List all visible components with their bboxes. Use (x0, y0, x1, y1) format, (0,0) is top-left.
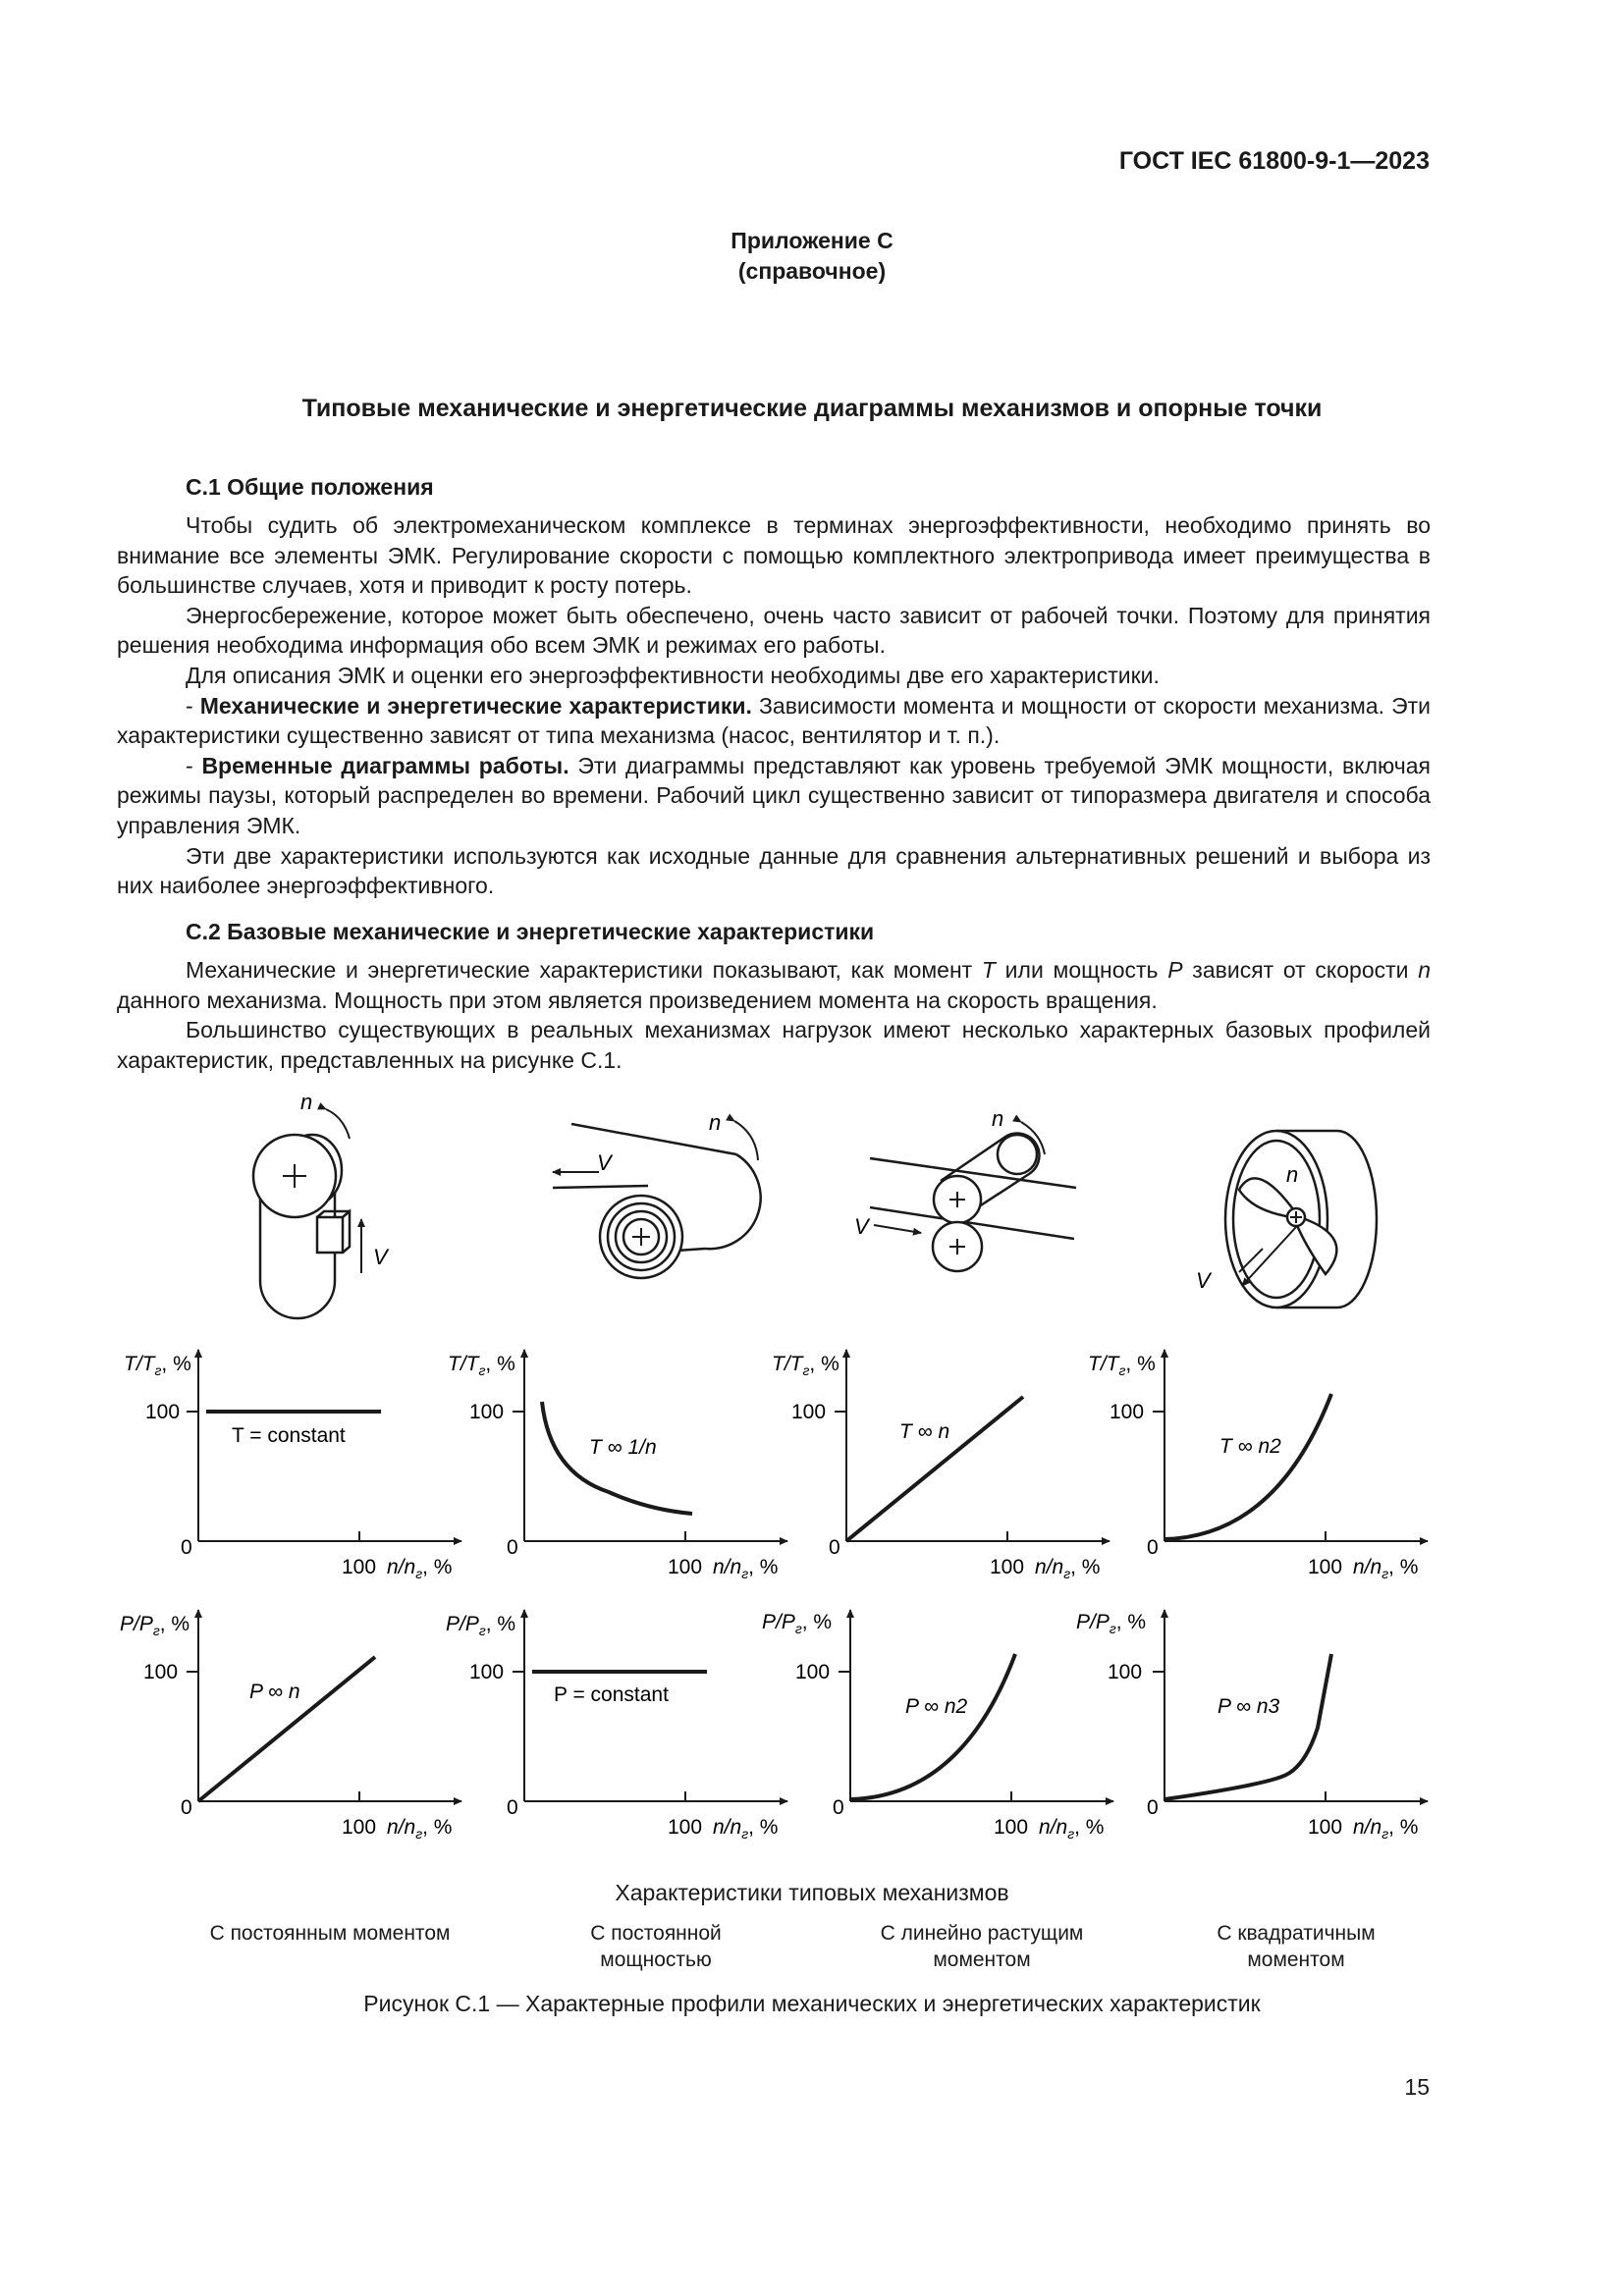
tick-100: 100 (342, 1556, 377, 1578)
curve-label: T ∞ n2 (1219, 1435, 1281, 1458)
appendix-heading (0, 226, 1624, 287)
curve-label: P = constant (554, 1683, 669, 1706)
tick-100: 100 (668, 1556, 703, 1578)
term-text: Эти диаграммы представляют как уровень требуемой ЭМК мощности, включая режимы паузы, который распределен во времени. Рабочий цикл существенно зависит от типоразмера двигателя и способа управления ЭМК. (117, 752, 1431, 838)
curve-label: P ∞ n (249, 1681, 300, 1703)
text-run: зависят от скорости (1182, 957, 1419, 983)
curve-quadratic (1164, 1394, 1331, 1539)
curve-linear (198, 1657, 375, 1801)
tick-0: 0 (507, 1536, 518, 1559)
dash: - (186, 692, 200, 719)
power-graph-1 (120, 1610, 461, 1842)
axis-x-label: $n/n_г$, % (387, 1816, 453, 1842)
group-quadratic-torque: С квадратичным моментом (1217, 1922, 1376, 1971)
velocity-label: V (854, 1214, 869, 1239)
curve-quadratic (850, 1654, 1015, 1799)
velocity-label: V (373, 1245, 388, 1269)
section-2-body (117, 955, 1431, 1075)
axis-x-label: $n/n_г$, % (1353, 1556, 1419, 1581)
tick-100: 100 (145, 1401, 181, 1423)
mechanism-hoist-icon (253, 1109, 361, 1318)
curve-label: T ∞ 1/n (589, 1436, 657, 1459)
axis-x-label: $n/n_г$, % (387, 1556, 453, 1581)
tick-100: 100 (668, 1816, 703, 1839)
doc-code: ГОСТ IEC 61800-9-1—2023 (1118, 147, 1430, 175)
paragraph: Большинство существующих в реальных механизмах нагрузок имеют несколько характерных базовых профилей характеристик, представленных на рисунке С.1. (117, 1017, 1431, 1073)
speed-label: n (992, 1106, 1004, 1131)
curve-cubic (1164, 1654, 1331, 1799)
curve-label: P ∞ n2 (905, 1695, 968, 1718)
axis-y-label: $T/T_г$, % (448, 1353, 515, 1378)
power-graph-3 (762, 1610, 1113, 1842)
tick-0: 0 (1147, 1536, 1159, 1559)
speed-label: n (300, 1090, 313, 1114)
axis-x-label: $n/n_г$, % (1039, 1816, 1105, 1842)
tick-0: 0 (833, 1796, 844, 1819)
tick-100: 100 (469, 1401, 505, 1423)
tick-100: 100 (1308, 1556, 1343, 1578)
term-text: Зависимости момента и мощности от скорости механизма. Эти характеристики существенно зависят от типа механизма (насос, вентилятор и т. п.). (117, 692, 1431, 749)
section-2-heading: С.2 Базовые механические и энергетические характеристики (186, 919, 875, 944)
figure-group-title: Характеристики типовых механизмов (615, 1880, 1009, 1905)
tick-100: 100 (1308, 1816, 1343, 1839)
paragraph: Чтобы судить об электромеханическом комплексе в терминах энергоэффективности, необходимо принять во внимание все элементы ЭМК. Регулирование скорости с помощью комплектного электропривода имеет преимущества в большинстве случаев, хотя и приводит к росту потерь. (117, 512, 1431, 599)
group-constant-power: С постоянной мощностью (590, 1922, 722, 1971)
mechanism-fan-icon (1225, 1131, 1377, 1308)
axis-x-label: $n/n_г$, % (713, 1816, 779, 1842)
appendix-title: Приложение С (731, 228, 893, 253)
symbol-n: n (1418, 957, 1431, 983)
symbol-T: T (981, 957, 996, 983)
tick-0: 0 (507, 1796, 518, 1819)
paragraph (117, 955, 1431, 1015)
curve-label: P ∞ n3 (1218, 1695, 1280, 1718)
paragraph: Энергосбережение, которое может быть обеспечено, очень часто зависит от рабочей точки. Поэтому для принятия решения необходима информация обо всем ЭМК и режимах его работы. (117, 602, 1431, 659)
tick-0: 0 (181, 1796, 192, 1819)
paragraph (117, 751, 1431, 841)
tick-0: 0 (181, 1536, 192, 1559)
text-run: данного механизма. Мощность при этом является произведением момента на скорость вращения. (117, 987, 1158, 1013)
group-constant-torque: С постоянным моментом (209, 1922, 451, 1945)
tick-100: 100 (990, 1556, 1025, 1578)
bold-term: Временные диаграммы работы. (201, 752, 569, 778)
torque-graph-2 (448, 1350, 787, 1581)
figure-svg (0, 1080, 1624, 1865)
main-title: Типовые механические и энергетические диаграммы механизмов и опорные точки (301, 395, 1323, 422)
paragraph: Для описания ЭМК и оценки его энергоэффективности необходимы две его характеристики. (186, 662, 1160, 688)
axis-y-label: $P/P_г$, % (446, 1613, 516, 1638)
paragraph: Эти две характеристики используются как исходные данные для сравнения альтернативных решений и выбора из них наиболее энергоэффективного. (117, 842, 1431, 899)
torque-graph-4 (1088, 1350, 1428, 1581)
dash: - (186, 752, 202, 778)
text-run: или мощность (995, 957, 1168, 983)
speed-label: n (1286, 1162, 1299, 1187)
tick-0: 0 (1147, 1796, 1159, 1819)
axis-y-label: $T/T_г$, % (1088, 1353, 1156, 1378)
paragraph (117, 691, 1431, 751)
curve-label: T = constant (232, 1424, 346, 1447)
axis-x-label: $n/n_г$, % (1035, 1556, 1101, 1581)
figure-c1 (0, 1080, 1624, 1865)
torque-graph-1 (124, 1350, 461, 1581)
axis-y-label: $P/P_г$, % (120, 1613, 190, 1638)
axis-x-label: $n/n_г$, % (1353, 1816, 1419, 1842)
axis-y-label: $T/T_г$, % (124, 1353, 191, 1378)
tick-100: 100 (143, 1661, 179, 1683)
velocity-label: V (597, 1150, 612, 1175)
axis-y-label: $T/T_г$, % (772, 1353, 839, 1378)
torque-graph-3 (772, 1350, 1110, 1581)
mechanism-rollers-icon (870, 1122, 1076, 1271)
figure-caption: Рисунок С.1 — Характерные профили механических и энергетических характеристик (363, 1991, 1261, 2016)
page-number: 15 (1404, 2074, 1430, 2100)
group-linear-torque: С линейно растущим моментом (880, 1922, 1084, 1971)
tick-100: 100 (342, 1816, 377, 1839)
tick-100: 100 (469, 1661, 505, 1683)
axis-y-label: $P/P_г$, % (762, 1611, 833, 1636)
tick-0: 0 (829, 1536, 840, 1559)
tick-100: 100 (795, 1661, 831, 1683)
tick-100: 100 (791, 1401, 827, 1423)
tick-100: 100 (994, 1816, 1029, 1839)
curve-label: T ∞ n (899, 1420, 950, 1443)
bold-term: Механические и энергетические характеристики. (199, 692, 752, 719)
power-graph-2 (446, 1610, 787, 1842)
axis-x-label: $n/n_г$, % (713, 1556, 779, 1581)
section-1-body (117, 510, 1431, 901)
power-graph-4 (1076, 1610, 1428, 1842)
mechanism-winder-icon (553, 1121, 761, 1278)
axis-y-label: $P/P_г$, % (1076, 1611, 1147, 1636)
symbol-P: P (1167, 957, 1183, 983)
section-1-heading: С.1 Общие положения (186, 474, 434, 500)
speed-label: n (709, 1110, 722, 1135)
velocity-label: V (1196, 1268, 1211, 1293)
tick-100: 100 (1110, 1401, 1145, 1423)
appendix-subtitle: (справочное) (737, 258, 887, 284)
curve-linear (846, 1397, 1023, 1541)
tick-100: 100 (1108, 1661, 1143, 1683)
text-run: Механические и энергетические характеристики показывают, как момент (186, 957, 982, 983)
